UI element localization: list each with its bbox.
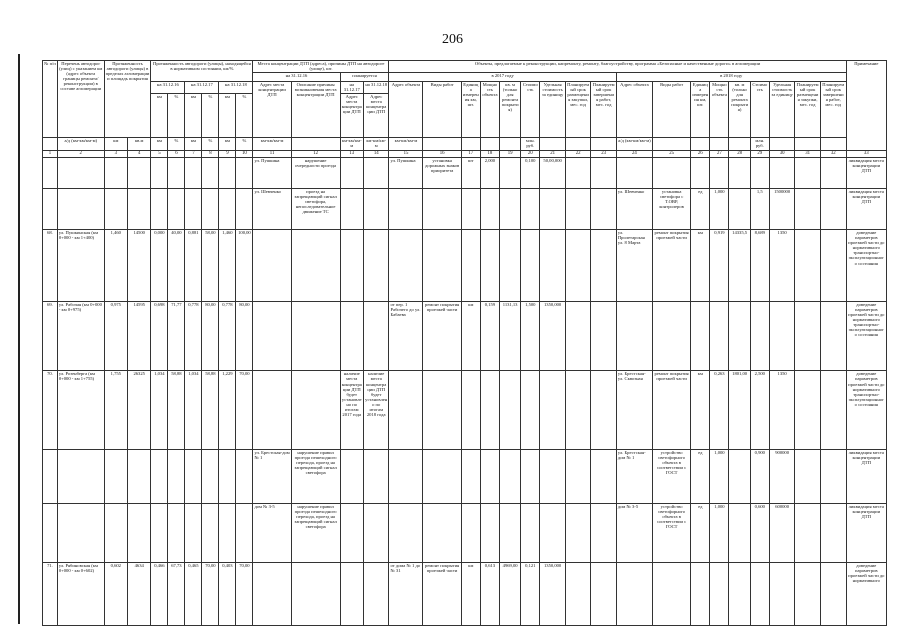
header-note: Примечание	[846, 61, 886, 151]
unit-obj-17: км-км/км-м	[389, 137, 423, 150]
header-dtp-address: Адрес места концентрации ДТП	[253, 81, 291, 137]
norm-16-pct: 58,88	[168, 371, 185, 449]
dtp-2017: наличие места концентрации ДТП будет установлено по итогам 2017 года	[340, 371, 363, 449]
column-number: 30	[769, 150, 795, 158]
norm-17-pct: 58,00	[202, 229, 219, 301]
column-number: 12	[291, 150, 340, 158]
row-number: 71.	[43, 562, 58, 625]
cost: 0,600	[750, 504, 769, 563]
norm-16-km: 0,466	[151, 562, 168, 625]
header-cost-17: Стоимость	[521, 81, 540, 137]
object-address: ул. Брестская-дом № 1	[616, 449, 652, 503]
cost: 1,500	[521, 301, 540, 371]
capacity: 0,159	[480, 301, 499, 371]
header-plan-end-18: Планируемый срок завершения работ, мес. год	[820, 81, 846, 137]
header-objects: Объекты, предлагаемые к реконструкции, капремонту, ремонту, благоустройству, программа «Безопасные и качественные дороги» в агломерации	[389, 61, 846, 73]
header-unit-18: Единица измерения км, шт.	[691, 81, 710, 137]
unit-km-c: км	[219, 137, 236, 150]
unit-cost: 1500000	[769, 188, 795, 229]
unit: км	[691, 229, 710, 301]
header-u-km-18: км	[219, 94, 236, 138]
unit: км	[461, 562, 480, 625]
dtp-address: ул. Брестская-дом № 1	[253, 449, 291, 503]
column-number: 14	[363, 150, 389, 158]
header-area-18: кв. м (только для ремонта покрытия)	[729, 81, 750, 137]
norm-17-km: 1,034	[185, 371, 202, 449]
header-area-17: кв. м (только для ремонта покрытия)	[499, 81, 520, 137]
unit-km-a: км	[151, 137, 168, 150]
area-sqm: 14595	[128, 301, 151, 371]
unit-pct-c: %	[236, 137, 253, 150]
length-km: 1,755	[104, 371, 127, 449]
header-planned: планируется	[340, 73, 389, 82]
table-row	[43, 562, 887, 625]
note: ликвидация места концентрации ДТП	[846, 504, 886, 563]
object-address: ул. Пролетарская ул. 8 Марта	[616, 229, 652, 301]
column-number: 15	[389, 150, 423, 158]
norm-17-km: 0,881	[185, 229, 202, 301]
cost: 0,121	[521, 562, 540, 625]
norm-16-pct: 40,00	[168, 229, 185, 301]
column-number: 28	[729, 150, 750, 158]
table-row	[43, 301, 887, 371]
work-type: ремонт покрытия проезжей части	[652, 371, 690, 449]
unit-cost-17: млн. руб.	[521, 137, 540, 150]
length-km: 1,460	[104, 229, 127, 301]
column-number: 16	[423, 150, 461, 158]
row-number: 70.	[43, 371, 58, 449]
column-numbers-row	[43, 150, 887, 158]
header-len-17: на 31.12.17	[185, 81, 219, 93]
norm-18-km: 0,403	[219, 562, 236, 625]
header-length: Протяженность автодороги (улицы) в пределах агломерации и площадь покрытия	[104, 61, 151, 138]
unit-cost: 1350,000	[540, 301, 566, 371]
agglomeration-table	[42, 60, 887, 626]
length-km: 0,975	[104, 301, 127, 371]
column-number: 33	[846, 150, 886, 158]
area: 14335,5	[729, 229, 750, 301]
row-number: 68.	[43, 229, 58, 301]
object-address: дом № 3-5	[616, 504, 652, 563]
page-number: 206	[442, 32, 463, 47]
column-number: 19	[499, 150, 520, 158]
column-number: 27	[710, 150, 729, 158]
capacity: 1,000	[710, 449, 729, 503]
header-len-16: на 31.12.16	[151, 81, 185, 93]
header-dtp-places: Места концентрации ДТП (адреса), причины ДТП на автодороге (улице), шт.	[253, 61, 389, 73]
column-number: 21	[540, 150, 566, 158]
table-row	[43, 449, 887, 503]
header-u-km-16: км	[151, 94, 168, 138]
header-dtp-addr-18: Адрес места концентрации ДТП	[363, 94, 389, 138]
unit-dtp-18: км-км/км-м	[363, 137, 389, 150]
norm-18-pct: 100,00	[236, 229, 253, 301]
column-number: 11	[253, 150, 291, 158]
binding-line	[18, 54, 20, 624]
unit-cost: 600000	[769, 504, 795, 563]
header-u-km-17: км	[185, 94, 202, 138]
cost: 8,689	[750, 229, 769, 301]
area: 1801,00	[729, 371, 750, 449]
unit-cost: 50,00,000	[540, 158, 566, 188]
header-u-pct-18: %	[236, 94, 253, 138]
work-type: ремонт покрытия проезжей части	[652, 229, 690, 301]
object-address: от пер. 1 Рабочего до ул. Бабаева	[389, 301, 423, 371]
capacity: 0,919	[710, 229, 729, 301]
unit-cost: 900000	[769, 449, 795, 503]
object-address: ул. Пушкина	[389, 158, 423, 188]
row-number: 69.	[43, 301, 58, 371]
column-number: 23	[591, 150, 617, 158]
unit-pct-b: %	[202, 137, 219, 150]
header-num: № п/п	[43, 61, 58, 138]
cost: 0,900	[750, 449, 769, 503]
norm-18-km: 0,778	[219, 301, 236, 371]
unit-cost: 1350	[769, 371, 795, 449]
header-date-16: на 31.12.16	[253, 73, 340, 82]
table-row	[43, 371, 887, 449]
work-type: ремонт покрытия проезжей части	[423, 562, 461, 625]
header-road-list: Перечень автодорог (улиц) с указанием км (адрес объекта границы ремонта/реконструкции) в составе агломерации	[57, 61, 104, 138]
note: доведение параметров проезжей части до нормативного	[846, 562, 886, 625]
norm-17-pct: 58,88	[202, 371, 219, 449]
area-sqm: 14500	[128, 229, 151, 301]
header-year-2017: в 2017 году	[389, 73, 616, 82]
table-row	[43, 229, 887, 301]
unit-cost-18: млн. руб.	[750, 137, 769, 150]
note: доведение параметров проезжей части до нормативного транспортно-эксплуатационного состояния	[846, 229, 886, 301]
cost: 2,500	[750, 371, 769, 449]
column-number: 29	[750, 150, 769, 158]
table-row	[43, 188, 887, 229]
column-number: 20	[521, 150, 540, 158]
dtp-2018: наличие места концентрации ДТП будет установлено по итогам 2018 года	[363, 371, 389, 449]
column-number: 22	[565, 150, 591, 158]
header-obj-address-17: Адрес объекта	[389, 81, 423, 137]
capacity: 0,263	[710, 371, 729, 449]
cost: 1,5	[750, 188, 769, 229]
unit: шт	[461, 158, 480, 188]
area: 1131,13	[499, 301, 520, 371]
norm-18-km: 1,229	[219, 371, 236, 449]
work-type: устройство светофорного объекта в соответствии с ГОСТ	[652, 504, 690, 563]
unit-dtp-addr: км-км/км-м	[253, 137, 291, 150]
header-work-type-17: Виды работ	[423, 81, 461, 137]
header-dtp-17: на 31.12.17	[340, 81, 363, 93]
norm-17-pct: 80,00	[202, 301, 219, 371]
work-type: устройство светофорного объекта в соответствии с ГОСТ	[652, 449, 690, 503]
note: ликвидация места концентрации ДТП	[846, 158, 886, 188]
column-number: 26	[691, 150, 710, 158]
header-dtp-reason: Описание причины возникновения места концентрации ДТП	[291, 81, 340, 137]
norm-17-pct: 70,00	[202, 562, 219, 625]
column-number: 18	[480, 150, 499, 158]
dtp-address: ул. Шевченко	[253, 188, 291, 229]
object-address: ул. Брестская-ул. Сквозная	[616, 371, 652, 449]
unit-pct-a: %	[168, 137, 185, 150]
note: ликвидация места концентрации ДТП	[846, 188, 886, 229]
column-number: 32	[820, 150, 846, 158]
header-len-18: на 31.12.18	[219, 81, 253, 93]
area-sqm: 26325	[128, 371, 151, 449]
header-capacity-17: Мощность объекта	[480, 81, 499, 137]
road-name: ул. Рябиновская (км 0+000 - км 0+602)	[57, 562, 104, 625]
header-capacity-18: Мощность объекта	[710, 81, 729, 137]
column-number: 24	[616, 150, 652, 158]
work-type: установка дорожных знаков приоритета	[423, 158, 461, 188]
column-number: 2	[57, 150, 104, 158]
area-sqm: 4634	[128, 562, 151, 625]
note: доведение параметров проезжей части до нормативного транспортно-эксплуатационного состояния	[846, 371, 886, 449]
object-address: ул. Шевченко	[616, 188, 652, 229]
header-plan-date-17: Планируемый срок размещения закупки, мес. год	[565, 81, 591, 137]
area: 4969,00	[499, 562, 520, 625]
dtp-address: дом № 3-5	[253, 504, 291, 563]
header-dtp-18: на 31.12.18	[363, 81, 389, 93]
header-year-2018: в 2018 году	[616, 73, 846, 82]
norm-16-km: 0,000	[151, 229, 168, 301]
unit: км	[461, 301, 480, 371]
table-row	[43, 504, 887, 563]
header-unit-cost-18: Удельная стоимость за единицу	[769, 81, 795, 137]
norm-18-km: 1,460	[219, 229, 236, 301]
capacity: 2,000	[480, 158, 499, 188]
unit-obj-18: a/д (км-км/км-м)	[616, 137, 652, 150]
dtp-reason: нарушение очередности проезда	[291, 158, 340, 188]
header-obj-address-18: Адрес объекта	[616, 81, 652, 137]
column-number: 3	[104, 150, 127, 158]
norm-17-km: 0,778	[185, 301, 202, 371]
header-work-type-18: Виды работ	[652, 81, 690, 137]
norm-17-km: 0,465	[185, 562, 202, 625]
dtp-reason: нарушение правил проезда пешеходного перехода, проезд на запрещающий сигнал светофора	[291, 449, 340, 503]
column-number: 13	[340, 150, 363, 158]
road-name: ул. Рабочая (км 0+000 - км 0+975)	[57, 301, 104, 371]
unit-len-km: км	[104, 137, 127, 150]
column-number: 10	[236, 150, 253, 158]
unit: км	[691, 371, 710, 449]
column-number: 7	[185, 150, 202, 158]
column-number: 4	[128, 150, 151, 158]
capacity: 0,613	[480, 562, 499, 625]
column-number: 5	[151, 150, 168, 158]
capacity: 1,000	[710, 188, 729, 229]
unit-cost: 1350,000	[540, 562, 566, 625]
dtp-address: ул. Пушкина	[253, 158, 291, 188]
norm-18-pct: 80,00	[236, 301, 253, 371]
note: доведение параметров проезжей части до нормативного транспортно-эксплуатационного состояния	[846, 301, 886, 371]
column-number: 6	[168, 150, 185, 158]
road-name: ул. Пушкинская (км 0+000 - км 1+400)	[57, 229, 104, 301]
work-type: ремонт покрытия проезжей части	[423, 301, 461, 371]
column-number: 8	[202, 150, 219, 158]
norm-16-pct: 67,73	[168, 562, 185, 625]
unit-len-sqm: кв.м	[128, 137, 151, 150]
dtp-reason: проезд на запрещающий сигнал светофора, непоследовательное движение ТС	[291, 188, 340, 229]
column-number: 1	[43, 150, 58, 158]
road-name: ул. Розенберга (км 0+000 - км 1+755)	[57, 371, 104, 449]
object-address: от дома № 1 до № 31	[389, 562, 423, 625]
header-u-pct-17: %	[202, 94, 219, 138]
norm-16-pct: 71,77	[168, 301, 185, 371]
column-number: 31	[795, 150, 821, 158]
unit: ед	[691, 449, 710, 503]
dtp-reason: нарушение правил проезда пешеходного перехода, проезд на запрещающий сигнал светофора	[291, 504, 340, 563]
unit-road: a/д (км-км/км-м)	[57, 137, 104, 150]
unit: ед	[691, 188, 710, 229]
header-unit-cost-17: Удельная стоимость за единицу	[540, 81, 566, 137]
unit: ед	[691, 504, 710, 563]
column-number: 25	[652, 150, 690, 158]
norm-16-km: 1,034	[151, 371, 168, 449]
unit-km-b: км	[185, 137, 202, 150]
cost: 0,100	[521, 158, 540, 188]
header-unit-17: Единица измерения км, шт.	[461, 81, 480, 137]
table-row	[43, 158, 887, 188]
header-plan-end-17: Планируемый срок завершения работ, мес. год	[591, 81, 617, 137]
norm-18-pct: 70,00	[236, 562, 253, 625]
header-u-pct-16: %	[168, 94, 185, 138]
unit-cost: 1350	[769, 229, 795, 301]
header-dtp-addr-17: Адрес места концентрации ДТП	[340, 94, 363, 138]
note: ликвидация места концентрации ДТП	[846, 449, 886, 503]
unit-dtp-17: км-км/км-м	[340, 137, 363, 150]
length-km: 0,602	[104, 562, 127, 625]
norm-16-km: 0,698	[151, 301, 168, 371]
capacity: 1,000	[710, 504, 729, 563]
norm-18-pct: 70,00	[236, 371, 253, 449]
header-cost-18: Стоимость	[750, 81, 769, 137]
header-length-norm: Протяженность автодороги (улицы), находящейся в нормативном состоянии, км/%	[151, 61, 253, 82]
column-number: 9	[219, 150, 236, 158]
header-plan-date-18: Планируемый срок размещения закупки, мес. год	[795, 81, 821, 137]
work-type: установка светофора с Т.ОВР, контролеров	[652, 188, 690, 229]
column-number: 17	[461, 150, 480, 158]
